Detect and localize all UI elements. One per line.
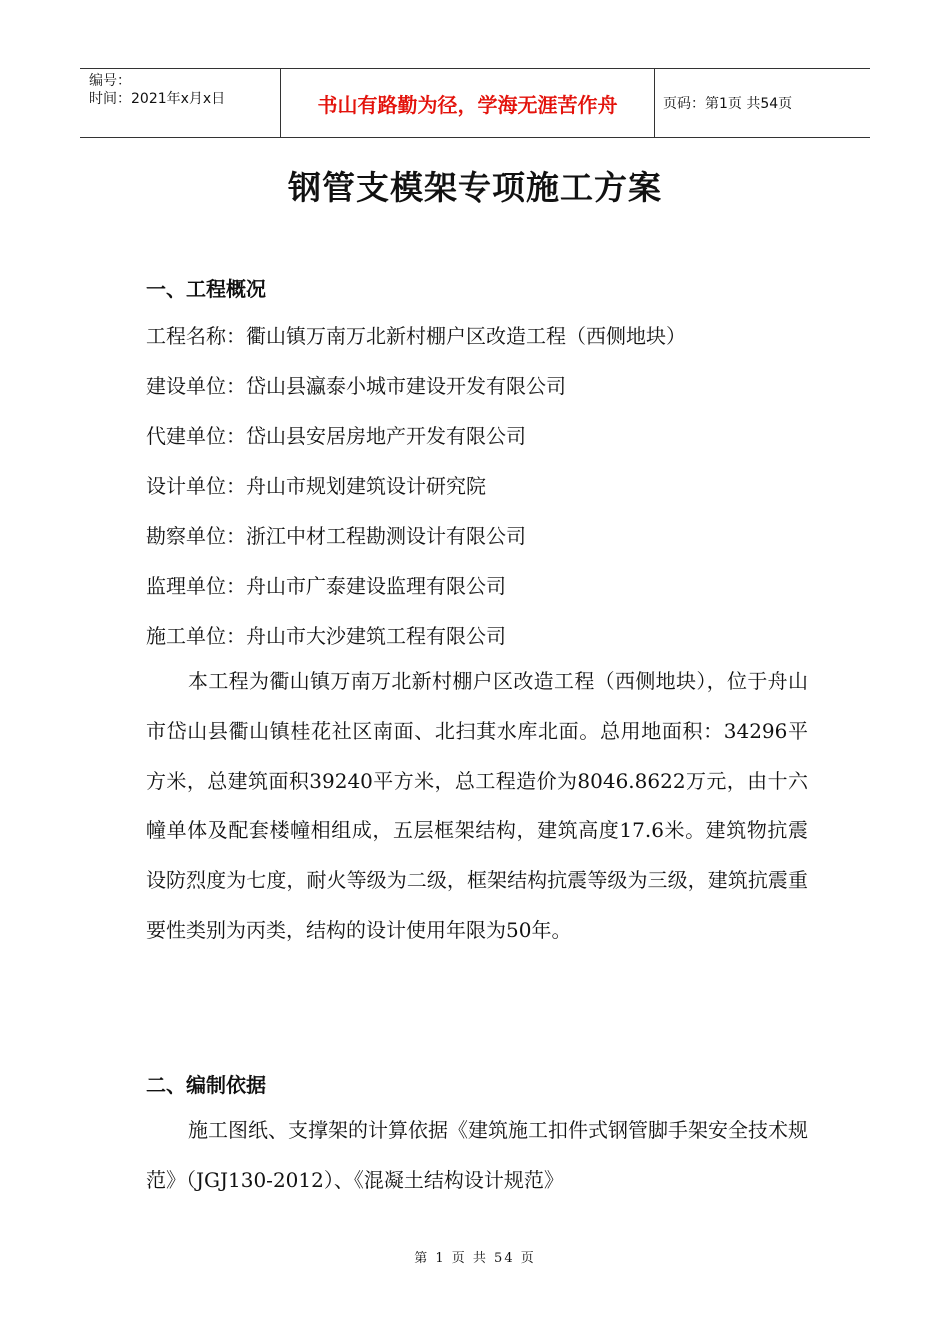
header-page-number: 页码：第1页 共54页 [663, 96, 793, 112]
construction-unit-line: 施工单位：舟山市大沙建筑工程有限公司 [146, 624, 506, 648]
agent-builder-unit-line: 代建单位：岱山县安居房地产开发有限公司 [146, 424, 526, 448]
section-heading-overview: 一、工程概况 [146, 277, 266, 301]
page-footer: 第 1 页 共 54 页 [414, 1251, 536, 1266]
project-overview-paragraph: 本工程为衢山镇万南万北新村棚户区改造工程（西侧地块），位于舟山市岱山县衢山镇桂花社区南面、北扫萁水库北面。总用地面积：34296平方米，总建筑面积39240平方米，总工程造价为8046.8622万元，由十六幢单体及配套楼幢相组成，五层框架结构，建筑高度17.6米。建筑物抗震设防烈度为七度，耐火等级为二级，框架结构抗震等级为三级，建筑抗震重要性类别为丙类，结构的设计使用年限为50年。 [146, 669, 808, 942]
builder-unit-line: 建设单位：岱山县瀛泰小城市建设开发有限公司 [146, 374, 566, 398]
design-unit-line: 设计单位：舟山市规划建筑设计研究院 [146, 474, 486, 498]
header-motto: 书山有路勤为径，学海无涯苦作舟 [281, 69, 655, 137]
document-time-label: 时间：2021年x月x日 [89, 91, 226, 107]
document-number-label: 编号： [89, 73, 131, 89]
survey-unit-line: 勘察单位：浙江中材工程勘测设计有限公司 [146, 524, 526, 548]
document-title: 钢管支模架专项施工方案 [288, 168, 662, 207]
basis-paragraph: 施工图纸、支撑架的计算依据《建筑施工扣件式钢管脚手架安全技术规范》（JGJ130-2012）、《混凝土结构设计规范》 [146, 1118, 808, 1192]
document-header [80, 68, 870, 138]
project-name-line: 工程名称：衢山镇万南万北新村棚户区改造工程（西侧地块） [146, 324, 686, 348]
section-heading-basis: 二、编制依据 [146, 1073, 266, 1097]
header-meta-cell [80, 69, 281, 137]
supervision-unit-line: 监理单位：舟山市广泰建设监理有限公司 [146, 574, 506, 598]
